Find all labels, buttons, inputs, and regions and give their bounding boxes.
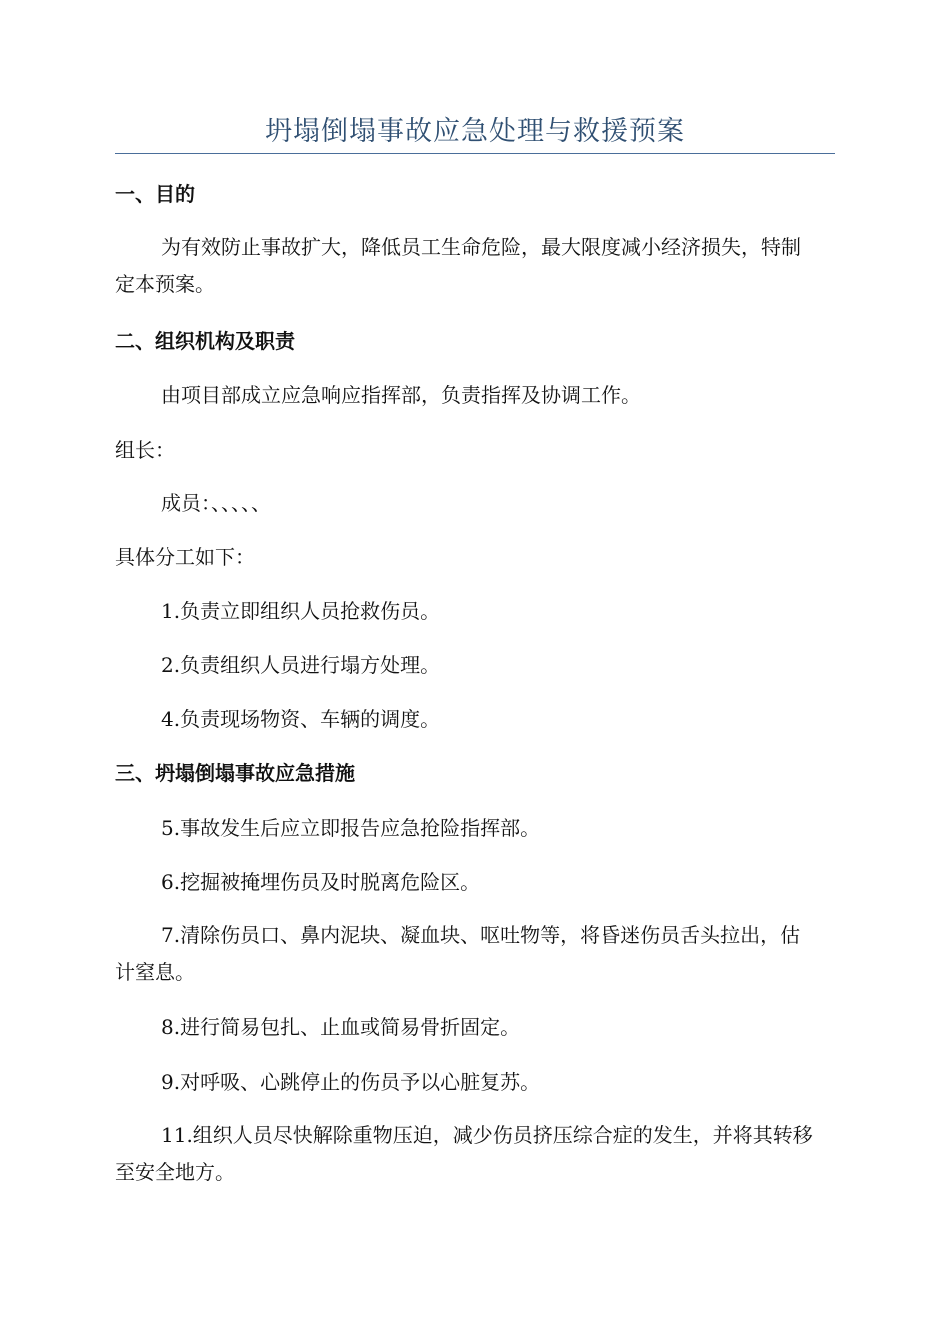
document-title: 坍塌倒塌事故应急处理与救援预案 [265,116,685,147]
measure-item: 6.挖掘被掩埋伤员及时脱离危险区。 [161,870,481,894]
measure-item: 5.事故发生后应立即报告应急抢险指挥部。 [161,816,541,840]
measure-item: 7.清除伤员口、鼻内泥块、凝血块、呕吐物等，将昏迷伤员舌头拉出，估计窒息。 [115,923,801,984]
measure-item: 8.进行简易包扎、止血或简易骨折固定。 [161,1015,521,1039]
section-heading-purpose: 一、目的 [115,182,195,206]
duty-item: 4.负责现场物资、车辆的调度。 [161,707,441,731]
leader-line: 组长： [115,438,175,462]
title-underline [115,153,835,154]
section-heading-measures: 三、坍塌倒塌事故应急措施 [115,761,355,785]
organization-intro: 由项目部成立应急响应指挥部，负责指挥及协调工作。 [161,383,641,407]
members-line: 成员：、、、、、 [161,491,271,515]
measure-item: 11.组织人员尽快解除重物压迫，减少伤员挤压综合症的发生，并将其转移至安全地方。 [115,1123,813,1184]
duty-item: 2.负责组织人员进行塌方处理。 [161,653,441,677]
duty-item: 1.负责立即组织人员抢救伤员。 [161,599,441,623]
purpose-paragraph: 为有效防止事故扩大，降低员工生命危险，最大限度减小经济损失，特制定本预案。 [115,235,801,296]
measure-item: 9.对呼吸、心跳停止的伤员予以心脏复苏。 [161,1070,541,1094]
section-heading-organization: 二、组织机构及职责 [115,329,295,353]
division-line: 具体分工如下： [115,545,255,569]
